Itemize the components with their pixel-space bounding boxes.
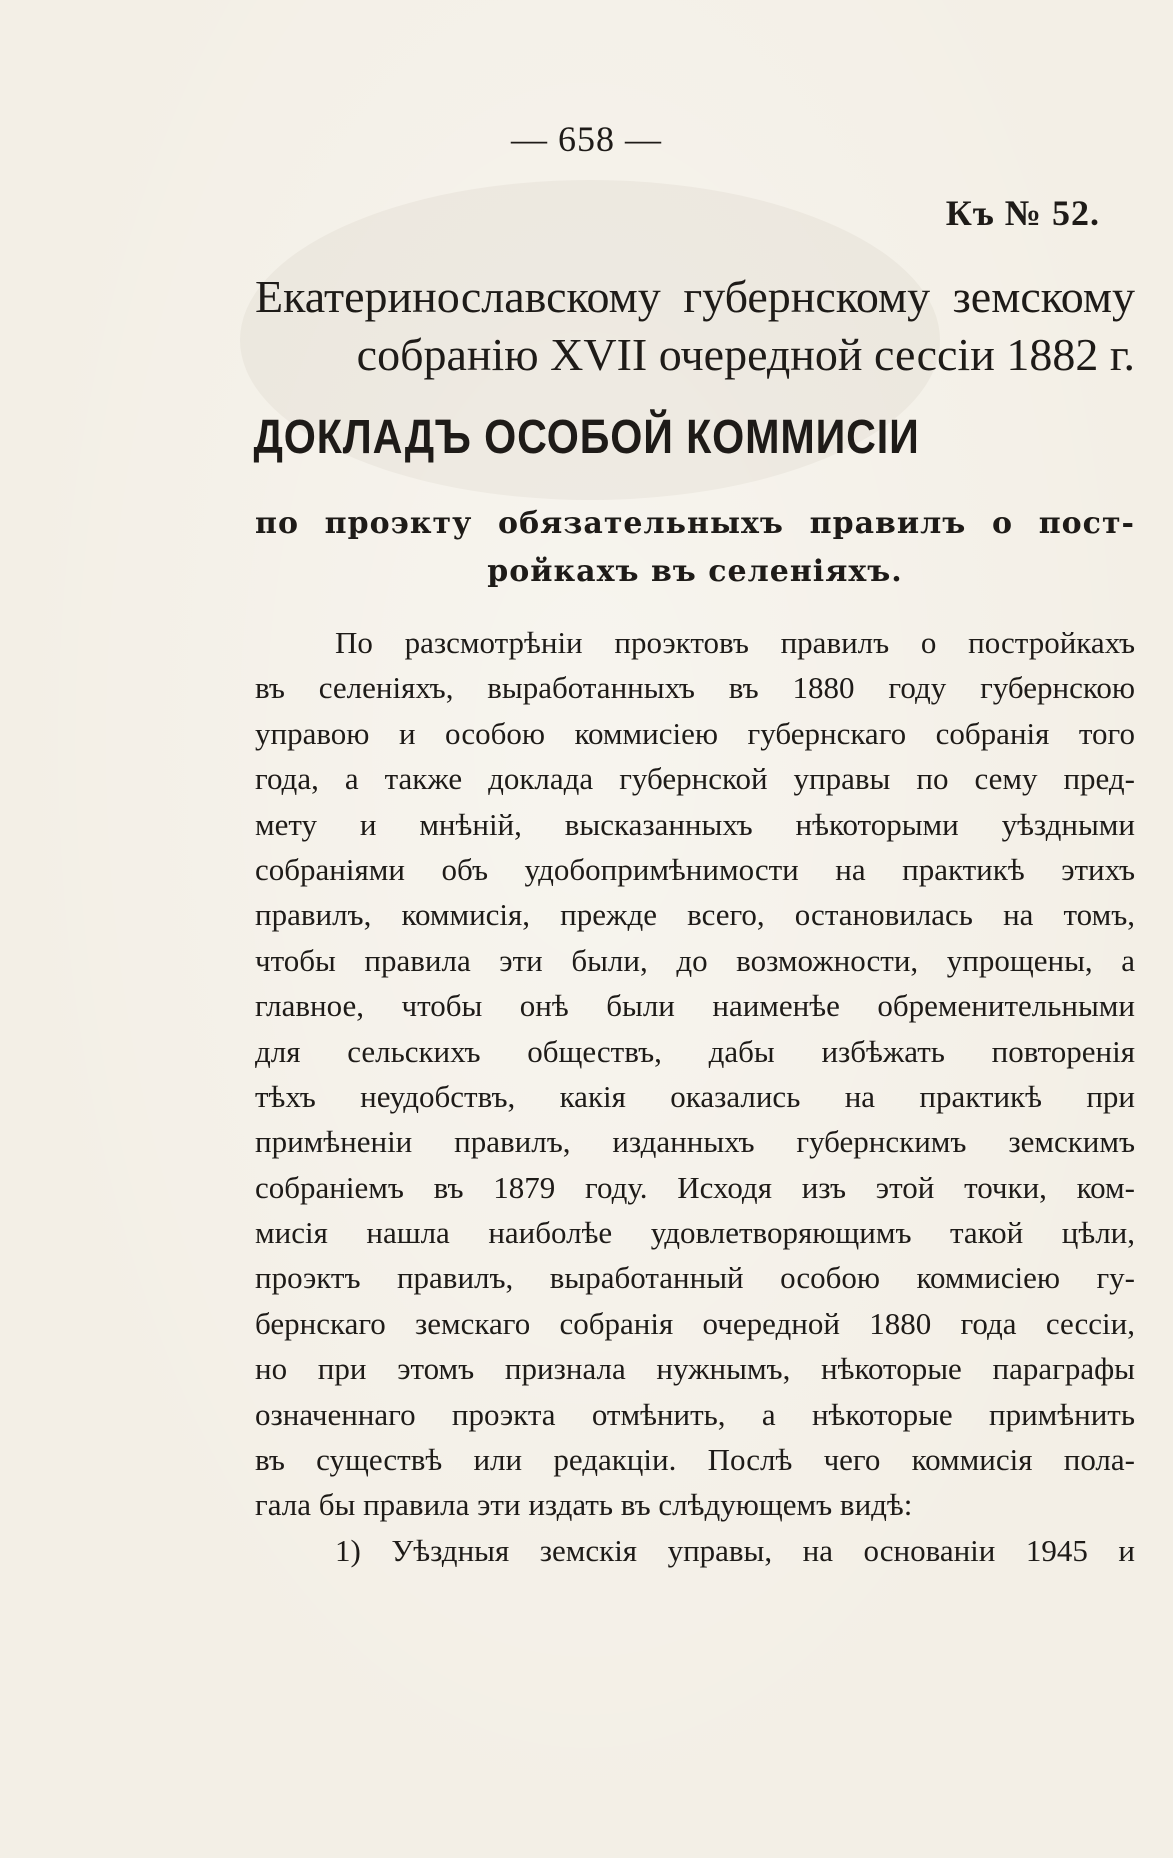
body-line: проэктъ правилъ, выработанный особою коммисіею гу-	[255, 1260, 1135, 1296]
subtitle-line-1: по проэкту обязательныхъ правилъ о пост-	[255, 506, 1135, 541]
body-line: мисія нашла наиболѣе удовлетворяющимъ такой цѣли,	[255, 1215, 1135, 1251]
body-line: чтобы правила эти были, до возможности, упрощены, а	[255, 942, 1135, 978]
body-line: 1) Уѣздныя земскія управы, на основаніи 1945 и	[335, 1532, 1135, 1568]
body-line: бернскаго земскаго собранія очередной 1880 года сессіи,	[255, 1305, 1135, 1341]
subtitle-line-2: ройкахъ въ селеніяхъ.	[487, 554, 903, 589]
body-line: тѣхъ неудобствъ, какія оказались на практикѣ при	[255, 1078, 1135, 1114]
body-line: но при этомъ признала нужнымъ, нѣкоторые параграфы	[255, 1351, 1135, 1387]
addressee-heading	[255, 268, 1135, 384]
report-subtitle	[255, 500, 1135, 596]
body-line: управою и особою коммисіею губернскаго собранія того	[255, 715, 1135, 751]
page-number: — 658 —	[511, 119, 662, 159]
body-text	[255, 620, 1135, 1573]
body-line: гала бы правила эти издать въ слѣдующемъ видѣ:	[255, 1487, 913, 1523]
body-line: По разсмотрѣніи проэктовъ правилъ о постройкахъ	[335, 625, 1135, 660]
body-line: правилъ, коммисія, прежде всего, остановилась на томъ,	[255, 897, 1135, 933]
addressee-line-2: собранію XVII очередной сессіи 1882 г.	[356, 329, 1135, 380]
reference-number: Къ № 52.	[945, 193, 1100, 233]
body-line: года, а также доклада губернской управы по сему пред-	[255, 761, 1135, 797]
addressee-line-1: Екатеринославскому губернскому земскому	[255, 271, 1135, 322]
body-line: означеннаго проэкта отмѣнить, а нѣкоторые примѣнить	[255, 1396, 1135, 1432]
body-line: мету и мнѣній, высказанныхъ нѣкоторыми уѣздными	[255, 806, 1135, 842]
body-line: собраніями объ удобопримѣнимости на практикѣ этихъ	[255, 851, 1135, 887]
body-line: въ существѣ или редакціи. Послѣ чего коммисія пола-	[255, 1442, 1135, 1478]
body-line: для сельскихъ обществъ, дабы избѣжать повторенія	[255, 1033, 1135, 1069]
body-line: главное, чтобы онѣ были наименѣе обременительными	[255, 988, 1135, 1024]
body-line: въ селеніяхъ, выработанныхъ въ 1880 году губернскою	[255, 670, 1135, 706]
body-line: примѣненіи правилъ, изданныхъ губернскимъ земскимъ	[255, 1124, 1135, 1160]
body-line: собраніемъ въ 1879 году. Исходя изъ этой точки, ком-	[255, 1169, 1135, 1205]
report-title: ДОКЛАДЪ ОСОБОЙ КОММИСІИ	[253, 411, 920, 464]
